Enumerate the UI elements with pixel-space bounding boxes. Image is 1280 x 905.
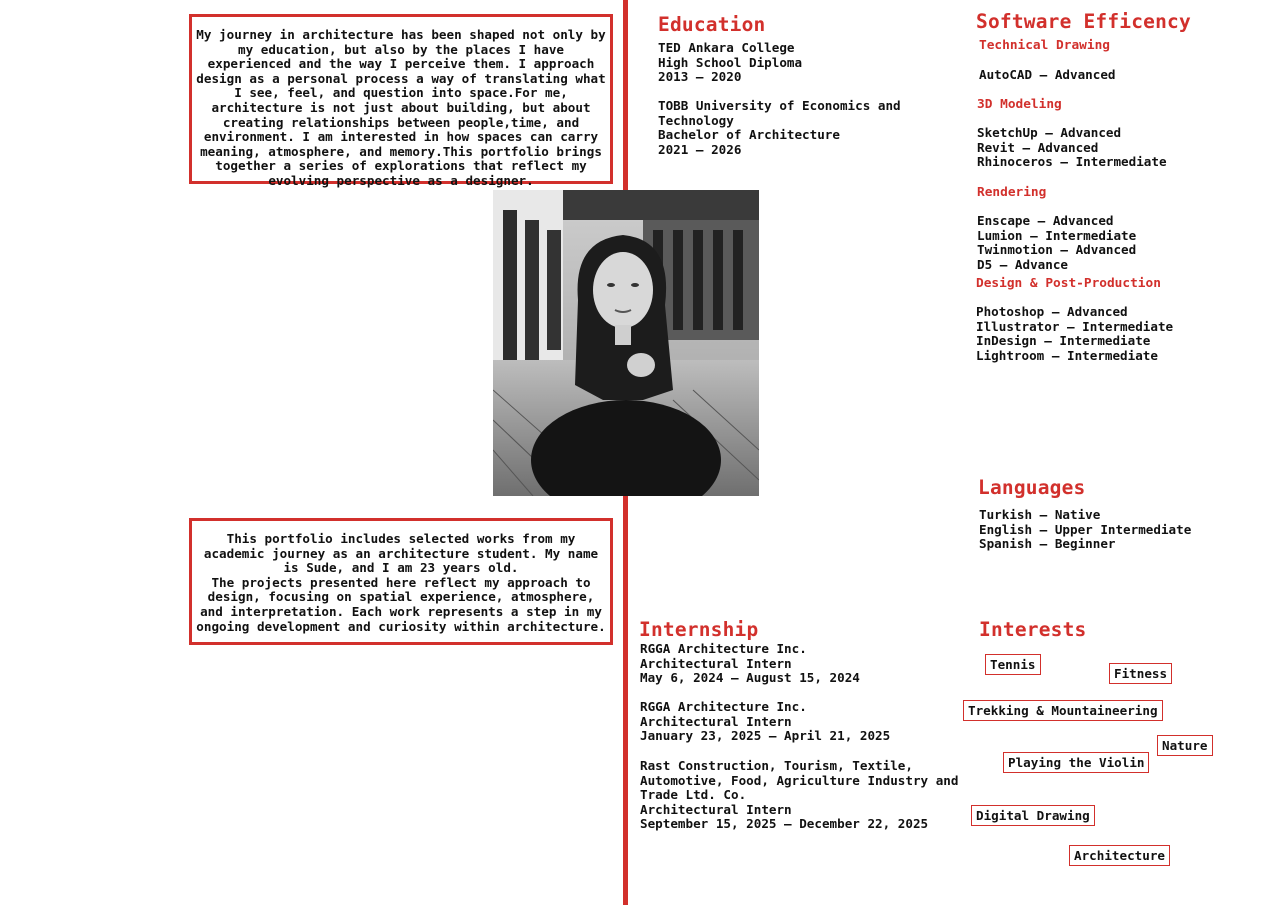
internship-entry: RGGA Architecture Inc. Architectural Intern May 6, 2024 – August 15, 2024 bbox=[640, 641, 860, 686]
interest-tag: Nature bbox=[1157, 735, 1213, 756]
interest-tag: Trekking & Mountaineering bbox=[963, 700, 1163, 721]
interests-title: Interests bbox=[979, 618, 1087, 641]
software-group-label: 3D Modeling bbox=[977, 97, 1062, 112]
interest-tag: Tennis bbox=[985, 654, 1041, 675]
software-title: Software Efficency bbox=[976, 10, 1191, 33]
software-group-items: Enscape – Advanced Lumion – Intermediate Twinmotion – Advanced D5 – Advance bbox=[977, 213, 1137, 272]
internship-entry: RGGA Architecture Inc. Architectural Intern January 23, 2025 – April 21, 2025 bbox=[640, 699, 891, 744]
software-group-items: AutoCAD – Advanced bbox=[979, 67, 1116, 82]
software-group-items: SketchUp – Advanced Revit – Advanced Rhinoceros – Intermediate bbox=[977, 125, 1167, 170]
education-title: Education bbox=[658, 13, 766, 36]
languages-list: Turkish – Native English – Upper Intermediate Spanish – Beginner bbox=[979, 507, 1192, 552]
interest-tag: Architecture bbox=[1069, 845, 1170, 866]
intro-text-box: My journey in architecture has been shaped not only by my education, but also by the places I have experienced and the way I perceive them. I approach design as a personal process a way of translating what I see, feel, and question into space.For me, architecture is not just about building, but about creating relationships between people,time, and environment. I am interested in how spaces can carry meaning, atmosphere, and memory.This portfolio brings together a series of explorations that reflect my evolving perspective as a designer. bbox=[189, 14, 613, 184]
software-group-items: Photoshop – Advanced Illustrator – Intermediate InDesign – Intermediate Lightroom – Intermediate bbox=[976, 304, 1174, 363]
education-entry: TOBB University of Economics and Technology Bachelor of Architecture 2021 – 2026 bbox=[658, 98, 901, 157]
software-group-label: Design & Post-Production bbox=[976, 276, 1161, 291]
interest-tag: Digital Drawing bbox=[971, 805, 1095, 826]
internship-title: Internship bbox=[639, 618, 759, 641]
languages-title: Languages bbox=[978, 476, 1086, 499]
education-entry: TED Ankara College High School Diploma 2013 – 2020 bbox=[658, 40, 803, 85]
interest-tag: Fitness bbox=[1109, 663, 1172, 684]
interest-tag: Playing the Violin bbox=[1003, 752, 1149, 773]
software-group-label: Rendering bbox=[977, 185, 1047, 200]
portrait-photo-icon bbox=[493, 190, 759, 496]
internship-entry: Rast Construction, Tourism, Textile, Automotive, Food, Agriculture Industry and Trade Ltd. Co. Architectural Intern September 15, 2025 – December 22, 2025 bbox=[640, 758, 959, 832]
software-group-label: Technical Drawing bbox=[979, 38, 1110, 53]
portrait-photo bbox=[493, 190, 759, 496]
portfolio-text-box: This portfolio includes selected works from my academic journey as an architecture student. My name is Sude, and I am 23 years old. The projects presented here reflect my approach to design, focusing on spatial experience, atmosphere, and interpretation. Each work represents a step in my ongoing development and curiosity within architecture. bbox=[189, 518, 613, 645]
